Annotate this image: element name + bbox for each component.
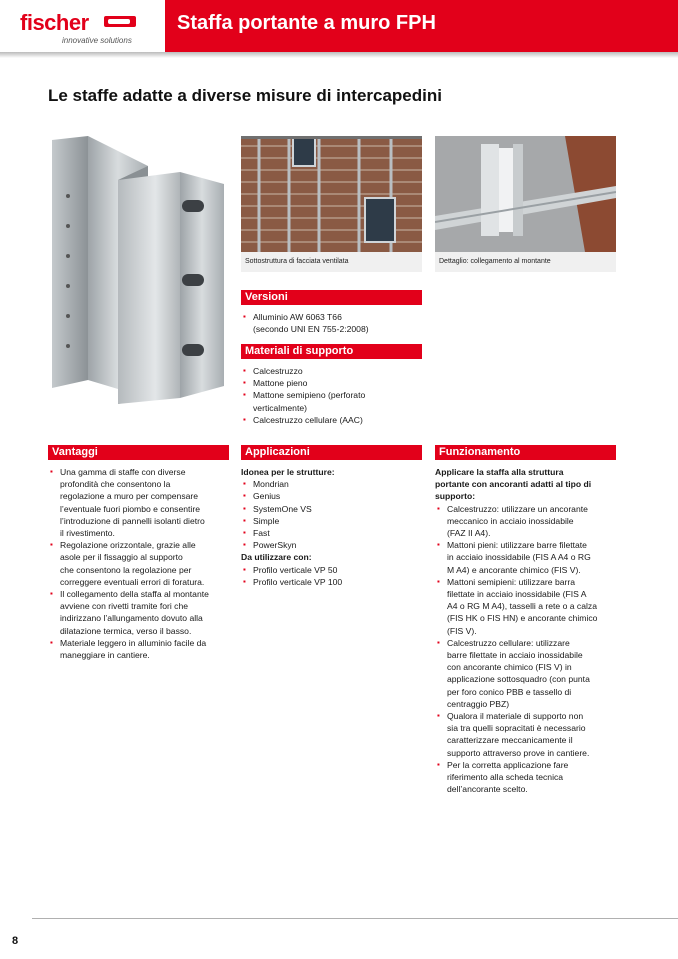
list-item: ▪ Calcestruzzo (241, 365, 431, 377)
photo-caption: Dettaglio: collegamento al montante (435, 252, 616, 272)
list-item: ▪ Genius (241, 490, 421, 502)
versioni-list (241, 311, 431, 335)
page-title: Staffa portante a muro FPH (177, 12, 436, 34)
list-item: ▪ Profilo verticale VP 50 (241, 564, 421, 576)
list-item: ▪ Per la corretta applicazione fare riferimento alla scheda tecnica dell’ancorante scelto. (435, 759, 635, 796)
list-item: ▪ Calcestruzzo cellulare: utilizzare barre filettate in acciaio inossidabile con ancorante chimico (FIS V) in applicazione sottosquadro (con punta per foro conico PBB e tassello di centraggio PBZ) (435, 637, 635, 710)
funzionamento-heading: Funzionamento (435, 445, 616, 460)
photo-caption: Sottostruttura di facciata ventilata (241, 252, 422, 272)
page-header (0, 0, 678, 52)
list-item: ▪ Calcestruzzo cellulare (AAC) (241, 414, 431, 426)
strutture-list (241, 478, 421, 551)
list-item: ▪ Simple (241, 515, 421, 527)
bracket-product-image (48, 136, 230, 408)
list-item: ▪ Mondrian (241, 478, 421, 490)
page-number: 8 (12, 935, 19, 947)
list-item: ▪ Regolazione orizzontale, grazie alle asole per il fissaggio al supporto che consentono la regolazione per correggere eventuali errori di foratura. (48, 539, 238, 588)
vantaggi-heading: Vantaggi (48, 445, 229, 460)
list-item: ▪ Qualora il materiale di supporto non sia tra quelli sopracitati è necessario caratterizzare meccanicamente il supporto attraverso prove in cantiere. (435, 710, 635, 759)
list-item: ▪ Calcestruzzo: utilizzare un ancorante meccanico in acciaio inossidabile (FAZ II A4). (435, 503, 635, 540)
logo-wordmark: fischer (20, 10, 89, 35)
brand-logo (0, 0, 165, 52)
list-item: ▪ Fast (241, 527, 421, 539)
applicazioni-subtitle: Idonea per le strutture: (241, 467, 335, 477)
header-shadow (0, 52, 678, 58)
list-item: ▪ Profilo verticale VP 100 (241, 576, 421, 588)
funzionamento-intro: Applicare la staffa alla struttura portante con ancoranti adatti al tipo di supporto: (435, 467, 592, 502)
list-item: ▪ Il collegamento della staffa al montante avviene con rivetti tramite fori che indirizzano l’allungamento dovuto alla dilatazione termica, verso il basso. (48, 588, 238, 637)
applicazioni-heading: Applicazioni (241, 445, 422, 460)
logo-emblem-icon (104, 16, 136, 27)
vantaggi-list (48, 466, 238, 661)
title-bar (165, 0, 678, 52)
list-item: ▪ SystemOne VS (241, 503, 421, 515)
materiali-list (241, 365, 431, 426)
list-item: ▪ Mattone semipieno (perforato verticalmente) (241, 389, 431, 413)
list-item: ▪ Mattoni pieni: utilizzare barre filettate in acciaio inossidabile (FIS A A4 o RG M A4) e ancorante chimico (FIS V). (435, 539, 635, 576)
list-item: ▪ Una gamma di staffe con diverse profondità che consentono la regolazione a muro per compensare l’eventuale fuori piombo e consentire l’introduzione di pannelli isolanti dietro il rivestimento. (48, 466, 238, 539)
profili-list (241, 564, 421, 588)
headline: Le staffe adatte a diverse misure di intercapedini (48, 86, 442, 105)
applicazioni-subtitle: Da utilizzare con: (241, 552, 312, 563)
footer-divider (32, 918, 678, 919)
list-item: ▪ Mattone pieno (241, 377, 431, 389)
versioni-heading: Versioni (241, 290, 422, 305)
list-item: ▪ Mattoni semipieni: utilizzare barra filettate in acciaio inossidabile (FIS A A4 o RG M A4), tasselli a rete o a calza (FIS HK o FIS HN) e ancorante chimico (FIS V). (435, 576, 635, 637)
facade-substructure-photo (241, 136, 422, 252)
logo-tagline: innovative solutions (62, 36, 132, 45)
materiali-heading: Materiali di supporto (241, 344, 422, 359)
list-item: ▪ PowerSkyn (241, 539, 421, 551)
connection-detail-photo (435, 136, 616, 252)
list-item: ▪ Materiale leggero in alluminio facile da maneggiare in cantiere. (48, 637, 238, 661)
funzionamento-list (435, 503, 635, 796)
list-item: ▪ Alluminio AW 6063 T66 (secondo UNI EN 755-2:2008) (241, 311, 431, 335)
